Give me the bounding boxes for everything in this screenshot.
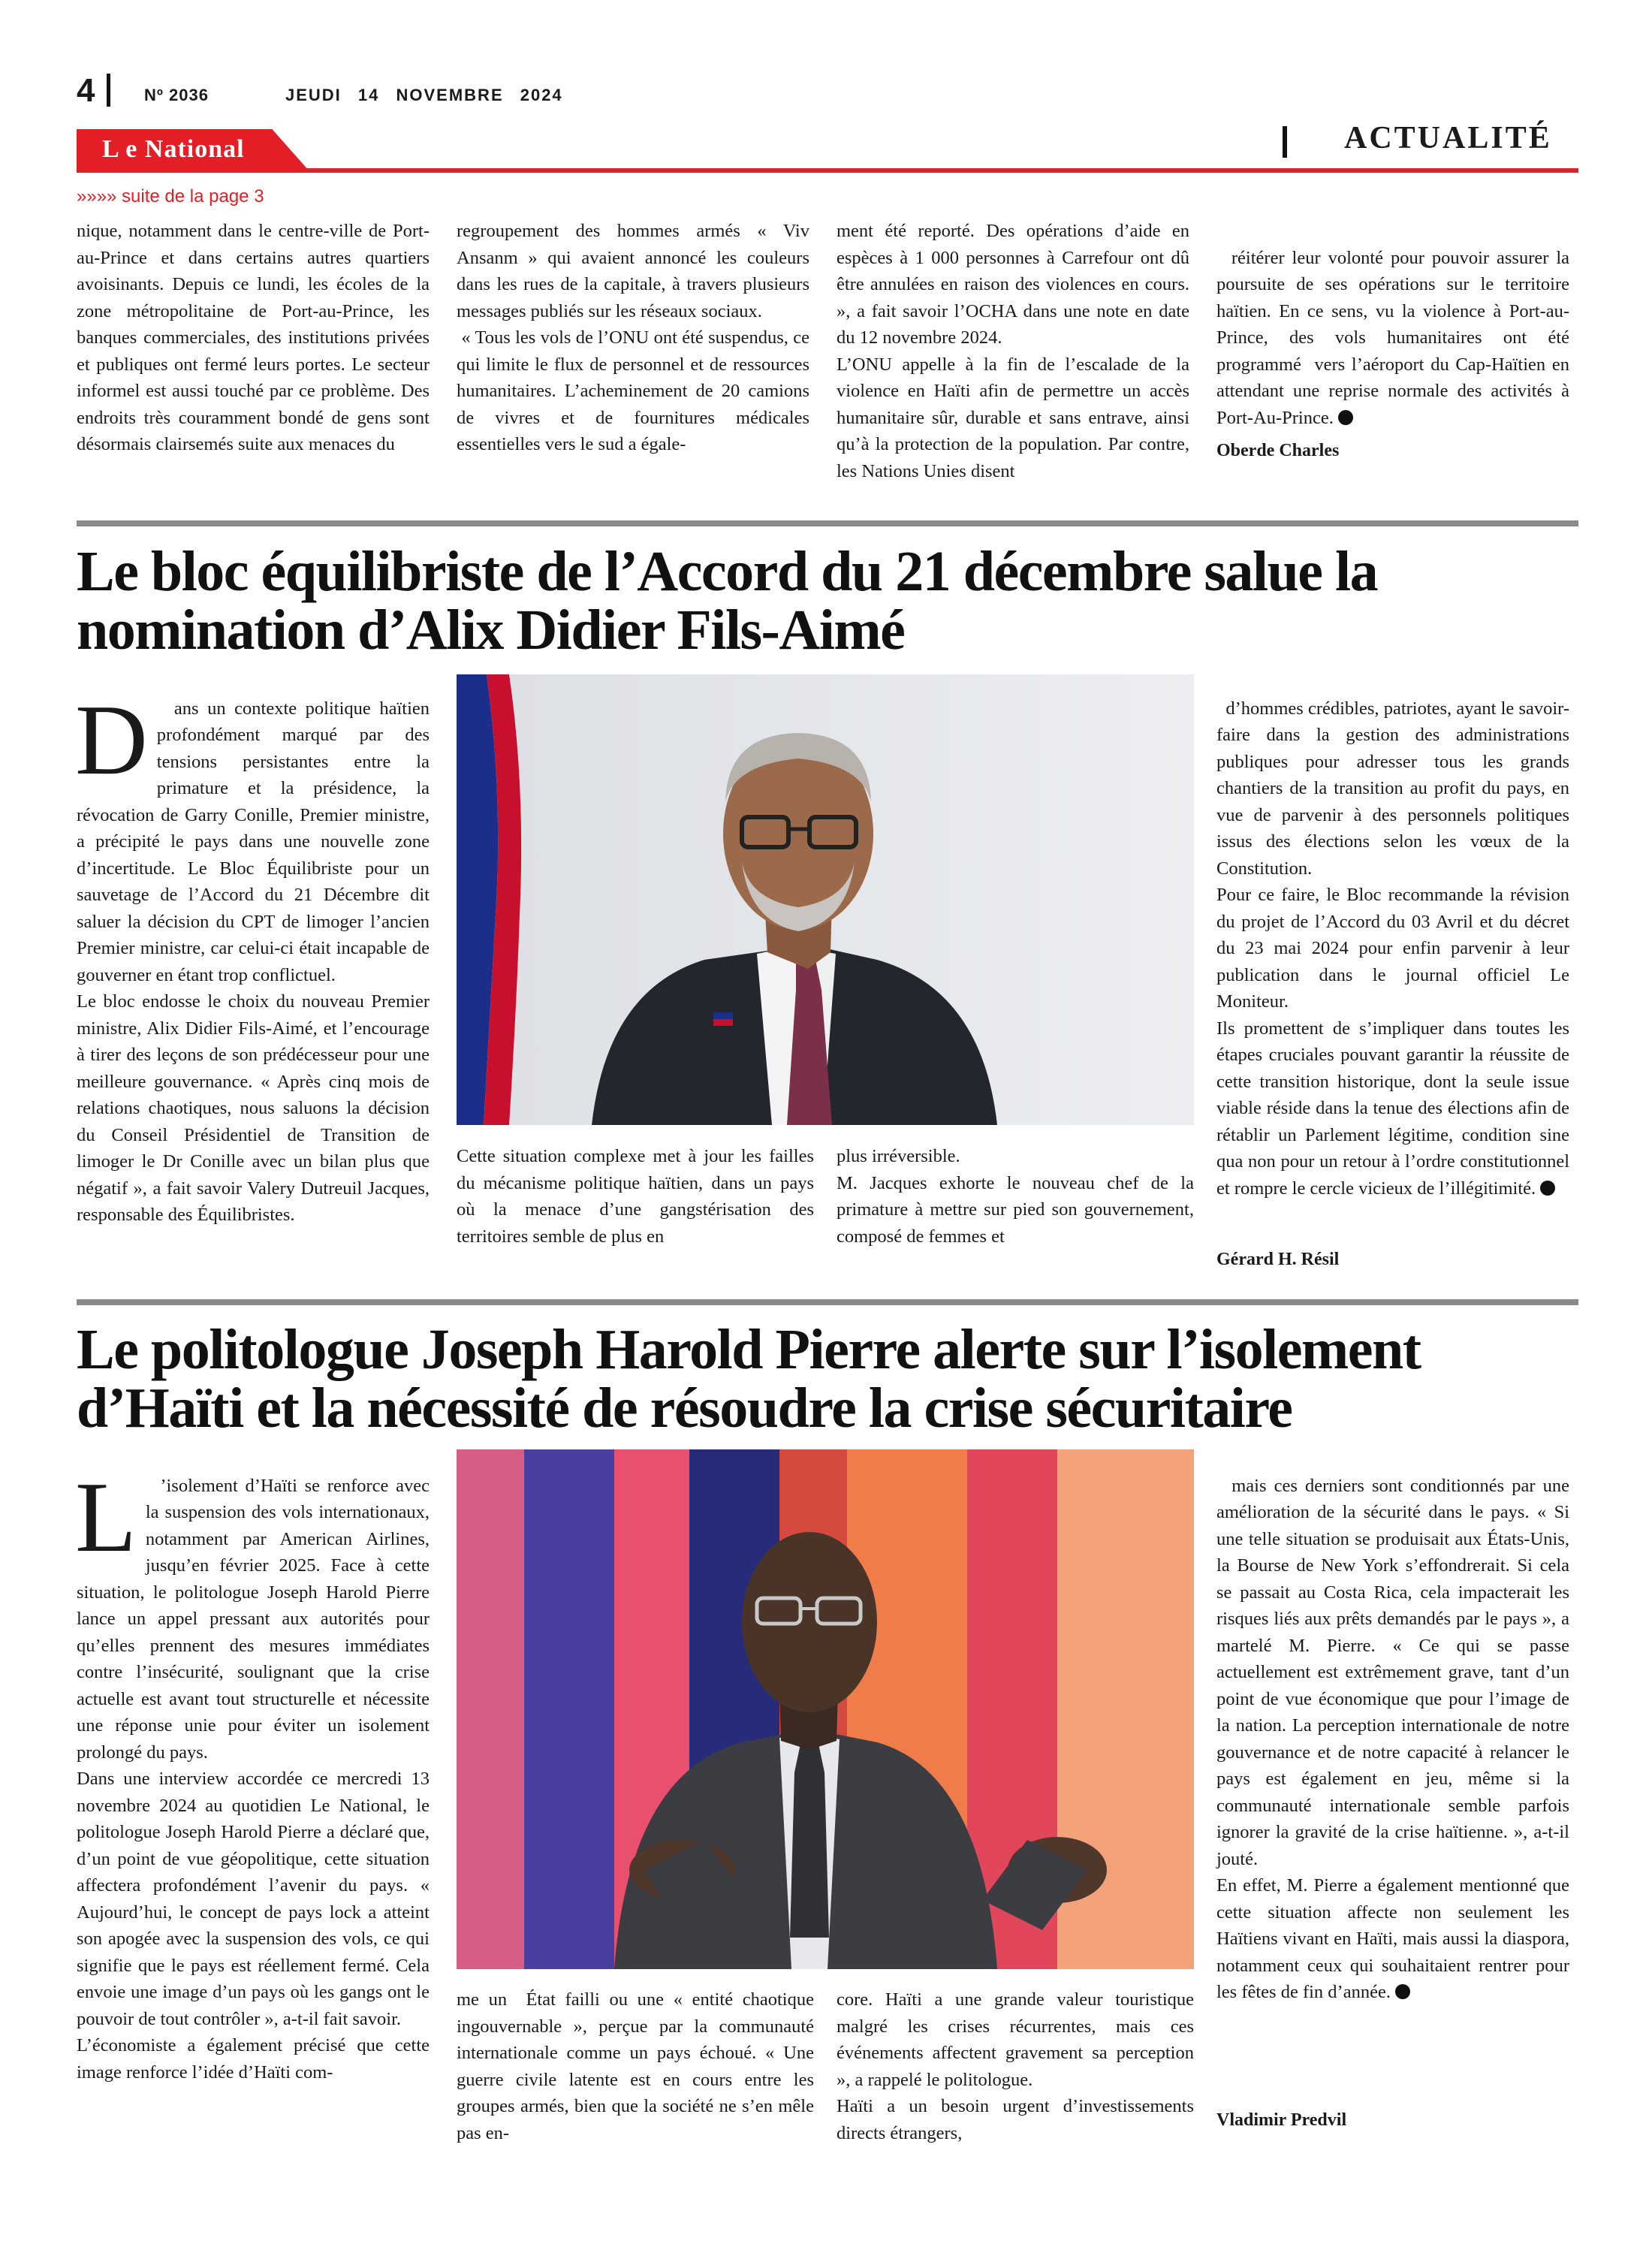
portrait-photo-joseph-harold-pierre	[457, 1449, 1194, 1969]
article1-headline-line-1: Le bloc équilibriste de l’Accord du 21 décembre salue la	[77, 540, 1378, 603]
end-mark-icon	[1395, 1984, 1410, 1999]
article1-column-1	[77, 668, 430, 1229]
article-separator	[77, 520, 1578, 526]
article0-column-1: nique, notamment dans le centre-ville de Port-au-Prince et dans certains autres quartiers avoisinants. Depuis ce lundi, les écoles de la zone métropolitaine de Port-au-Prince, les banques commerciales, des institutions privées et publiques ont fermé leurs portes. Le secteur informel est aussi touché par ce problème. Des endroits très couramment bondé de gens sont désormais clairsemés suite aux menaces du	[77, 221, 435, 454]
section-divider	[1283, 126, 1287, 158]
article1-headline	[77, 540, 1578, 662]
article0-byline: Oberde Charles	[1216, 441, 1340, 460]
section-title: ACTUALITÉ	[1344, 121, 1552, 155]
article2-headline	[77, 1318, 1578, 1440]
article2-column-2: me un État failli ou une « entité chaotique ingouvernable », perçue par la communauté internationale comme un pays échoué. « Une guerre civile latente est en cours entre les groupes armés, bien que la société ne s’en mêle pas en-	[457, 1989, 819, 2143]
article0-column-2: regroupement des hommes armés « Viv Ansanm » qui avaient annoncé les couleurs dans les rues de la capitale, à travers plusieurs messages publiés sur les réseaux sociaux. « Tous les vols de l’ONU ont été suspendus, ce qui limite le flux de personnel et de ressources humanitaires. L’acheminement de 20 camions de vivres et de fournitures médicales essentielles vers le sud a égale-	[457, 221, 809, 454]
article0-column-4-text: réitérer leur volonté pour pouvoir assurer la poursuite de ses opérations sur le territoire haïtien. En ce sens, vu la violence à Port-au-Prince, des vols humanitaires ont été programmé vers l’aéroport du Cap-Haïtien en attendant une reprise normale des activités à Port-Au-Prince.	[1216, 247, 1575, 428]
article1-column-1-text: ans un contexte politique haïtien profondément marqué par des tensions persistantes entre la primature et la présidence, la révocation de Garry Conille, Premier ministre, a précipité le pays dans une nouvelle zone d’incertitude. Le Bloc Équilibriste pour un sauvetage de l’Accord du 21 Décembre dit saluer la décision du CPT de limoger l’ancien Premier ministre, car celui-ci était incapable de gouverner en étant trop conflictuel. Le bloc endosse le choix du nouveau Premier ministre, Alix Didier Fils-Aimé, et l’encourage à tirer des leçons de son prédécesseur pour une meilleure gouvernance. « Après cinq mois de relations chaotiques, nous saluons la décision du Conseil Présidentiel de Transition de limoger le Dr Conille avec un bilan plus que négatif », a fait savoir Valery Dutreuil Jacques, responsable des Équilibristes.	[77, 698, 430, 1225]
article1-column-3: plus irréversible. M. Jacques exhorte le nouveau chef de la primature à mettre sur pied son gouvernement, composé de femmes et	[837, 1146, 1194, 1247]
article2-column-4	[1216, 1446, 1569, 2006]
article1-column-2: Cette situation complexe met à jour les failles du mécanisme politique haïtien, dans un pays où la menace d’une gangstérisation des territoires semble de plus en	[457, 1146, 819, 1247]
issue-number: Nº 2036	[144, 86, 209, 104]
article2-column-3: core. Haïti a une grande valeur touristique malgré les crises récurrentes, mais ces événements affectent gravement sa perception », a rappelé le politologue. Haïti a un besoin urgent d’investissements directs étrangers,	[837, 1989, 1194, 2143]
article2-dropcap: L	[75, 1461, 137, 1573]
article1-photo	[457, 674, 1194, 1125]
article1-headline-line-2: nomination d’Alix Didier Fils-Aimé	[77, 599, 905, 662]
article2-column-4-text: mais ces derniers sont conditionnés par une amélioration de la sécurité dans le pays. « Si une telle situation se produisait aux États-Unis, la Bourse de New York s’effondrerait. Si cela se passait au Costa Rica, cela impacterait les risques liés aux prêts demandés par le pays », a martelé M. Pierre. « Ce qui se passe actuellement est extrêmement grave, tant d’un point de vue économique que pour l’image de la nation. La perception internationale de notre gouvernance et de notre capacité à relancer le pays est également en jeu, même si la communauté internationale semble parfois ignorer la gravité de la crise haïtienne. », a-t-il jouté. En effet, M. Pierre a également mentionné que cette situation affecte non seulement les Haïtiens vivant en Haïti, mais aussi la diaspora, notamment ceux qui souhaitaient rentrer pour les fêtes de fin d’année.	[1216, 1475, 1570, 2002]
brand-name: L e National	[102, 135, 245, 163]
article1-column-4-text: d’hommes crédibles, patriotes, ayant le savoir-faire dans la gestion des administrations publiques pour adresser tous les grands chantiers de la transition au profit du pays, en vue de parvenir à des personnels politiques issus des élections selon les vœux de la Constitution. Pour ce faire, le Bloc recommande la révision du projet de l’Accord du 03 Avril et du décret du 23 mai 2024 pour enfin parvenir à leur publication dans le journal officiel Le Moniteur. Ils promettent de s’impliquer dans toutes les étapes cruciales pouvant garantir la réussite de cette transition historique, dont la seule issue viable réside dans la tenue des élections afin de rétablir un Parlement légitime, condition sine qua non pour un retour à l’ordre constitutionnel et rompre le cercle vicieux de l’illégitimité.	[1216, 698, 1569, 1199]
end-mark-icon	[1338, 410, 1353, 425]
article2-column-1	[77, 1446, 430, 2086]
article1-dropcap: D	[75, 683, 148, 795]
portrait-photo-alix-didier-fils-aime	[457, 674, 1194, 1125]
article-separator	[77, 1299, 1578, 1305]
header-rule	[77, 168, 1578, 173]
page-number: 4	[77, 72, 95, 109]
article1-column-4	[1216, 668, 1569, 1202]
article0-column-4	[1216, 218, 1575, 431]
article0-column-3: ment été reporté. Des opérations d’aide en espèces à 1 000 personnes à Carrefour ont dû être annulées en raison des violences en cours. », a fait savoir l’OCHA dans une note en date du 12 novembre 2024. L’ONU appelle à la fin de l’escalade de la violence en Haïti afin de permettre un accès humanitaire sûr, durable et sans entrave, ainsi qu’à la protection de la population. Par contre, les Nations Unies disent	[837, 221, 1189, 481]
continuation-note: »»»» suite de la page 3	[77, 186, 264, 207]
article2-column-1-text: ’isolement d’Haïti se renforce avec la suspension des vols internationaux, notamment par American Airlines, jusqu’en février 2025. Face à cette situation, le politologue Joseph Harold Pierre lance un appel pressant aux autorités pour qu’elles prennent des mesures immédiates contre l’insécurité, soulignant que la crise actuelle est avant tout structurelle et nécessite une réponse unie pour éviter un isolement prolongé du pays. Dans une interview accordée ce mercredi 13 novembre 2024 au quotidien Le National, le politologue Joseph Harold Pierre a déclaré que, d’un point de vue géopolitique, cette situation affectera profondément l’avenir du pays. « Aujourd’hui, le concept de pays lock a atteint son apogée avec la suspension des vols, ce qui signifie que le pays est réellement fermé. Cela envoie une image d’un pays où les gangs ont le pouvoir de tout contrôler », a-t-il fait savoir. L’économiste a également précisé que cette image renforce l’idée d’Haïti com-	[77, 1475, 430, 2083]
article2-byline: Vladimir Predvil	[1216, 2110, 1347, 2130]
article2-photo	[457, 1449, 1194, 1969]
article2-headline-line-1: Le politologue Joseph Harold Pierre alerte sur l’isolement	[77, 1318, 1421, 1381]
end-mark-icon	[1540, 1181, 1555, 1196]
article2-headline-line-2: d’Haïti et la nécessité de résoudre la crise sécuritaire	[77, 1377, 1292, 1440]
dateline: JEUDI 14 NOVEMBRE 2024	[285, 86, 563, 104]
page-number-divider	[107, 74, 110, 107]
article1-byline: Gérard H. Résil	[1216, 1250, 1340, 1269]
